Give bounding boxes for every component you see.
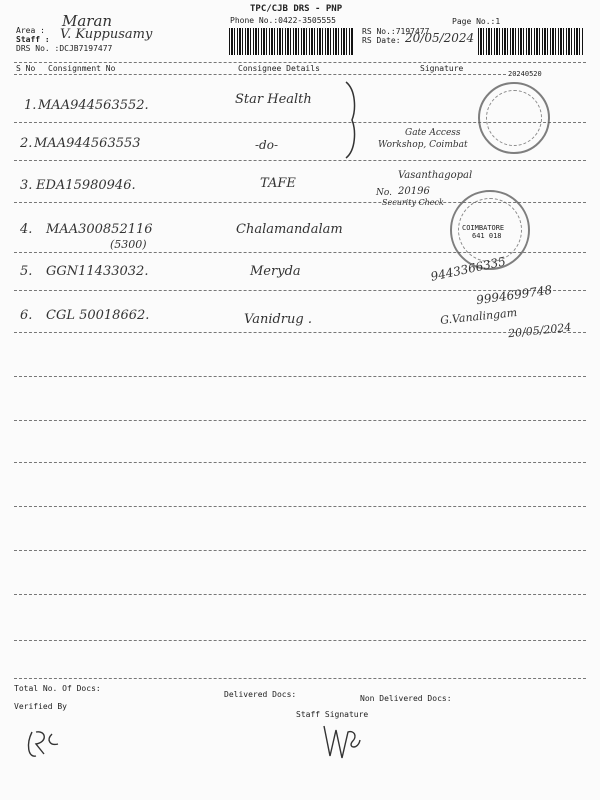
staff-signature-label: Staff Signature bbox=[296, 710, 369, 719]
rs-date-value: 20/05/2024 bbox=[405, 31, 475, 45]
rs-date-label: RS Date: bbox=[362, 36, 401, 45]
area-value: Maran bbox=[62, 12, 113, 30]
rs-number: RS No.:7197477 bbox=[362, 27, 430, 36]
row-line bbox=[14, 420, 586, 421]
header-separator bbox=[14, 62, 586, 63]
tafe-stamp-number: 20196 bbox=[398, 186, 430, 197]
total-docs-label: Total No. Of Docs: bbox=[14, 684, 101, 693]
row-number: 6. bbox=[20, 308, 33, 323]
row-line bbox=[14, 594, 586, 595]
consignment-sub-number: (5300) bbox=[110, 238, 147, 251]
tafe-stamp-text: No. bbox=[376, 188, 392, 198]
barcode-image bbox=[478, 28, 584, 55]
consignee-name: -do- bbox=[255, 138, 279, 152]
handwritten-phone: 9994699748 bbox=[475, 282, 553, 308]
row-number: 2. bbox=[20, 136, 33, 151]
col-consignee: Consignee Details bbox=[238, 64, 320, 73]
row-line bbox=[14, 376, 586, 377]
tafe-signature: Vasanthagopal bbox=[398, 170, 473, 181]
consignment-number: CGL 50018662. bbox=[46, 308, 150, 323]
row-number: 4. bbox=[20, 222, 33, 237]
verified-by-label: Verified By bbox=[14, 702, 67, 711]
row-number: 3. bbox=[20, 178, 33, 193]
delivered-docs-label: Delivered Docs: bbox=[224, 690, 297, 699]
stamp-pin: 641 018 bbox=[472, 232, 502, 240]
row-line bbox=[14, 332, 586, 333]
consignment-number: GGN11433032. bbox=[46, 264, 149, 279]
col-consignment: Consignment No bbox=[48, 64, 116, 73]
non-delivered-docs-label: Non Delivered Docs: bbox=[360, 694, 452, 703]
row-line bbox=[14, 160, 586, 161]
consignee-name: Chalamandalam bbox=[236, 222, 343, 237]
row-number: 5. bbox=[20, 264, 33, 279]
row-number: 1. bbox=[24, 98, 37, 113]
verifier-signature bbox=[22, 724, 72, 764]
consignee-name: TAFE bbox=[260, 176, 296, 191]
consignment-number: MAA944563552. bbox=[38, 98, 149, 113]
col-signature: Signature bbox=[420, 64, 464, 73]
phone-number: Phone No.:0422-3505555 bbox=[230, 16, 336, 25]
brace-mark bbox=[342, 80, 362, 160]
row-line bbox=[14, 462, 586, 463]
report-title: TPC/CJB DRS - PNP bbox=[250, 4, 343, 14]
tafe-stamp-text: Security Check bbox=[382, 198, 444, 207]
row-line bbox=[14, 550, 586, 551]
consignment-number: EDA15980946. bbox=[36, 178, 136, 193]
star-health-stamp bbox=[478, 82, 550, 154]
barcode-image bbox=[229, 28, 353, 55]
staff-signature bbox=[318, 720, 366, 768]
stamp-text: Workshop, Coimbat bbox=[378, 140, 468, 150]
staff-value: V. Kuppusamy bbox=[60, 27, 153, 42]
stamp-text: Gate Access bbox=[405, 128, 461, 138]
consignee-name: Vanidrug . bbox=[244, 312, 312, 327]
row-line bbox=[14, 678, 586, 679]
staff-label: Staff : bbox=[16, 35, 50, 44]
area-label: Area : bbox=[16, 26, 45, 35]
signatory-name: G.Vanalingam bbox=[439, 306, 518, 327]
col-sno: S No bbox=[16, 64, 36, 73]
consignment-number: MAA300852116 bbox=[46, 222, 153, 237]
page-number: Page No.:1 bbox=[452, 17, 501, 26]
consignment-number: MAA944563553 bbox=[34, 136, 141, 151]
row-line bbox=[14, 506, 586, 507]
consignee-name: Star Health bbox=[235, 92, 312, 107]
drs-number: DRS No. :DCJB7197477 bbox=[16, 44, 113, 53]
print-date: 20240520 bbox=[508, 70, 542, 78]
stamp-city: COIMBATORE bbox=[462, 224, 505, 232]
consignee-name: Meryda bbox=[250, 264, 301, 279]
signature-date: 20/05/2024 bbox=[507, 320, 572, 341]
row-line bbox=[14, 640, 586, 641]
handwritten-phone: 9443366335 bbox=[429, 254, 507, 284]
header-separator bbox=[14, 74, 506, 75]
